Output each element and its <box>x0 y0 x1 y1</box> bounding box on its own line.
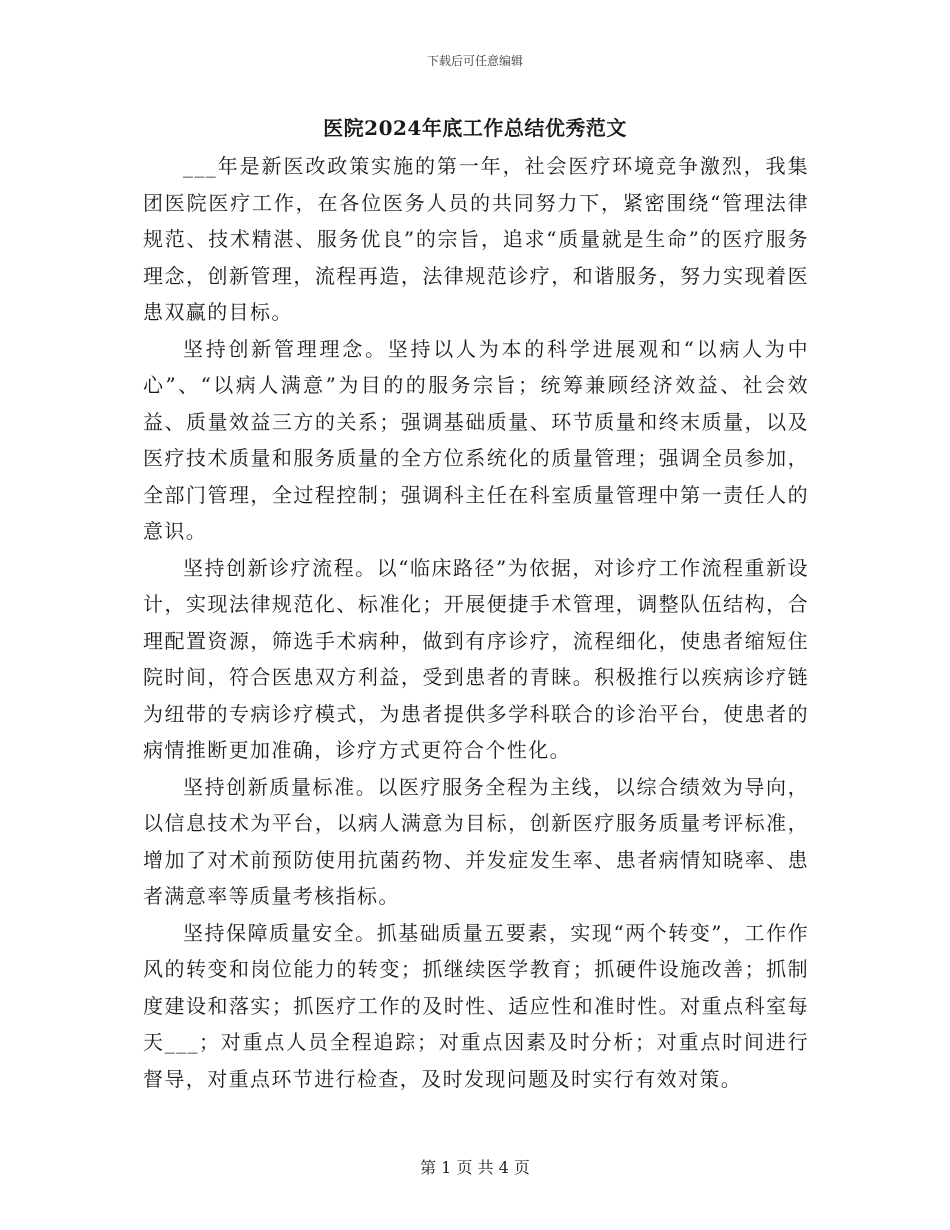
page-number: 第 1 页 共 4 页 <box>420 1158 530 1177</box>
paragraph-quality-standard: 坚持创新质量标准。以医疗服务全程为主线，以综合绩效为导向，以信息技术为平台，以病人满意为目标，创新医疗服务质量考评标准，增加了对术前预防使用抗菌药物、并发症发生率、患者病情知晓率、患者满意率等质量考核指标。 <box>143 774 809 908</box>
document-title: 医院2024年底工作总结优秀范文 <box>323 116 627 140</box>
paragraph-quality-safety: 坚持保障质量安全。抓基础质量五要素，实现“两个转变”，工作作风的转变和岗位能力的转变；抓继续医学教育；抓硬件设施改善；抓制度建设和落实；抓医疗工作的及时性、适应性和准时性。对重点科室每天___；对重点人员全程追踪；对重点因素及时分析；对重点时间进行督导，对重点环节进行检查，及时发现问题及时实行有效对策。 <box>143 920 809 1091</box>
page-header-note: 下载后可任意编辑 <box>426 54 523 68</box>
paragraph-management-concept: 坚持创新管理理念。坚持以人为本的科学进展观和“以病人为中心”、“以病人满意”为目的的服务宗旨；统筹兼顾经济效益、社会效益、质量效益三方的关系；强调基础质量、环节质量和终末质量，以及医疗技术质量和服务质量的全方位系统化的质量管理；强调全员参加，全部门管理，全过程控制；强调科主任在科室质量管理中第一责任人的意识。 <box>143 336 809 543</box>
document-body <box>143 148 809 1097</box>
paragraph-diagnosis-process: 坚持创新诊疗流程。以“临床路径”为依据，对诊疗工作流程重新设计，实现法律规范化、标准化；开展便捷手术管理，调整队伍结构，合理配置资源，筛选手术病种，做到有序诊疗，流程细化，使患者缩短住院时间，符合医患双方利益，受到患者的青睐。积极推行以疾病诊疗链为纽带的专病诊疗模式，为患者提供多学科联合的诊治平台，使患者的病情推断更加准确，诊疗方式更符合个性化。 <box>143 555 809 762</box>
paragraph-intro: ___年是新医改政策实施的第一年，社会医疗环境竞争激烈，我集团医院医疗工作，在各位医务人员的共同努力下，紧密围绕“管理法律规范、技术精湛、服务优良”的宗旨，追求“质量就是生命”的医疗服务理念，创新管理，流程再造，法律规范诊疗，和谐服务，努力实现着医患双赢的目标。 <box>143 154 809 324</box>
